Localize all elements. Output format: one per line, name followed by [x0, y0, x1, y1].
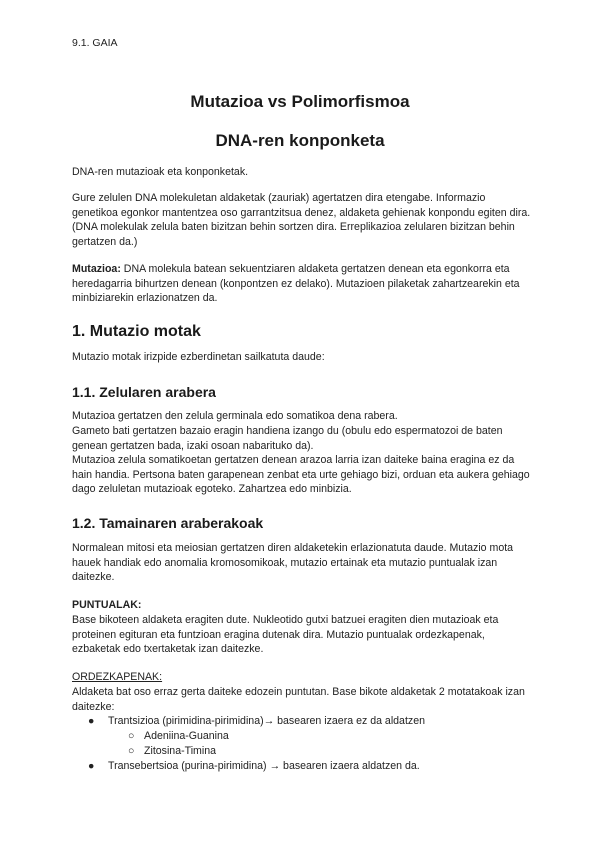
section-1-1-line-3: Mutazioa zelula somatikoetan gertatzen denean arazoa larria izan daiteke baina eragina ez da hain handia. Pertsona baten garapenean zenbat eta urte gehiago bizi, orduan eta aukera gehiago dago zeluletan mutazioak egoteko. Zahartzea edo minbizia. — [72, 454, 530, 496]
section-1-1-line-2: Gameto bati gertatzen bazaio eragin handiena izango du (obulu edo espermatozoi de baten genean gertatzen bada, izaki osoan nabarituko da). — [72, 425, 503, 452]
ordezkapenak-label: ORDEZKAPENAK: — [72, 671, 163, 683]
ordezkapenak-text: Aldaketa bat oso erraz gerta daiteke edozein puntutan. Base bikote aldaketak 2 motatakoak izan daitezke: — [72, 686, 525, 713]
sub-list-item — [128, 745, 216, 757]
page-subtitle: DNA-ren konponketa — [215, 131, 385, 150]
sub-list-item — [128, 730, 229, 742]
page-title: Mutazioa vs Polimorfismoa — [190, 92, 410, 111]
section-1-1-line-1: Mutazioa gertatzen den zelula germinala edo somatikoa dena rabera. — [72, 410, 398, 422]
circle-bullet-icon: ○ — [128, 730, 135, 742]
list-item-text: Transebertsioa (purina-pirimidina) → basearen izaera aldatzen da. — [108, 760, 420, 772]
definition-paragraph — [72, 262, 532, 306]
puntualak-label: PUNTUALAK: — [72, 599, 142, 611]
bullet-icon: ● — [88, 715, 95, 727]
definition-label: Mutazioa: — [72, 263, 121, 275]
sub-list-item-text: Adeniina-Guanina — [144, 730, 229, 742]
bullet-icon: ● — [88, 760, 95, 772]
section-1-heading: 1. Mutazio motak — [72, 323, 201, 340]
sub-list-item-text: Zitosina-Timina — [144, 745, 217, 757]
definition-text: DNA molekula batean sekuentziaren aldaketa gertatzen denean eta egonkorra eta heredagarria bihurtzen denean (konpontzen ez delako). Mutazioen pilaketak zahartzearekin eta minbiziarekin erlazionatzen da. — [72, 263, 520, 305]
intro-paragraph: Gure zelulen DNA molekuletan aldaketak (zauriak) agertatzen dira etengabe. Informazio genetikoa egonkor mantentzea oso garrantzitsua denez, aldaketa gehienak konpondu egiten dira. (DNA molekulak zelula baten bizitzan behin sortzen dira. Erreplikazioa zelularen bizitzan behin gertatzen da.) — [72, 192, 531, 248]
section-1-text: Mutazio motak irizpide ezberdinetan sailkatuta daude: — [72, 351, 325, 363]
puntualak-text: Base bikoteen aldaketa eragiten dute. Nukleotido gutxi batzuei eragiten dien mutazioak eta proteinen egituran eta funtzioan eragina dutenak dira. Mutazio puntualak ordezkapenak, ezbaketak edo txertaketak izan daitezke. — [72, 614, 499, 656]
page-header: 9.1. GAIA — [72, 37, 118, 49]
circle-bullet-icon: ○ — [128, 745, 135, 757]
list-item — [88, 760, 420, 772]
list-item — [88, 715, 425, 727]
intro-line: DNA-ren mutazioak eta konponketak. — [72, 166, 249, 178]
section-1-2-heading: 1.2. Tamainaren araberakoak — [72, 515, 264, 531]
list-item-text: Trantsizioa (pirimidina-pirimidina)→ basearen izaera ez da aldatzen — [108, 715, 425, 727]
section-1-1-heading: 1.1. Zelularen arabera — [72, 384, 216, 400]
section-1-2-text: Normalean mitosi eta meiosian gertatzen diren aldaketekin erlazionatuta daude. Mutazio mota hauek handiak edo anomalia kromosomikoak, mutazio ertainak eta mutazio puntualak izan daitezke. — [72, 542, 514, 584]
